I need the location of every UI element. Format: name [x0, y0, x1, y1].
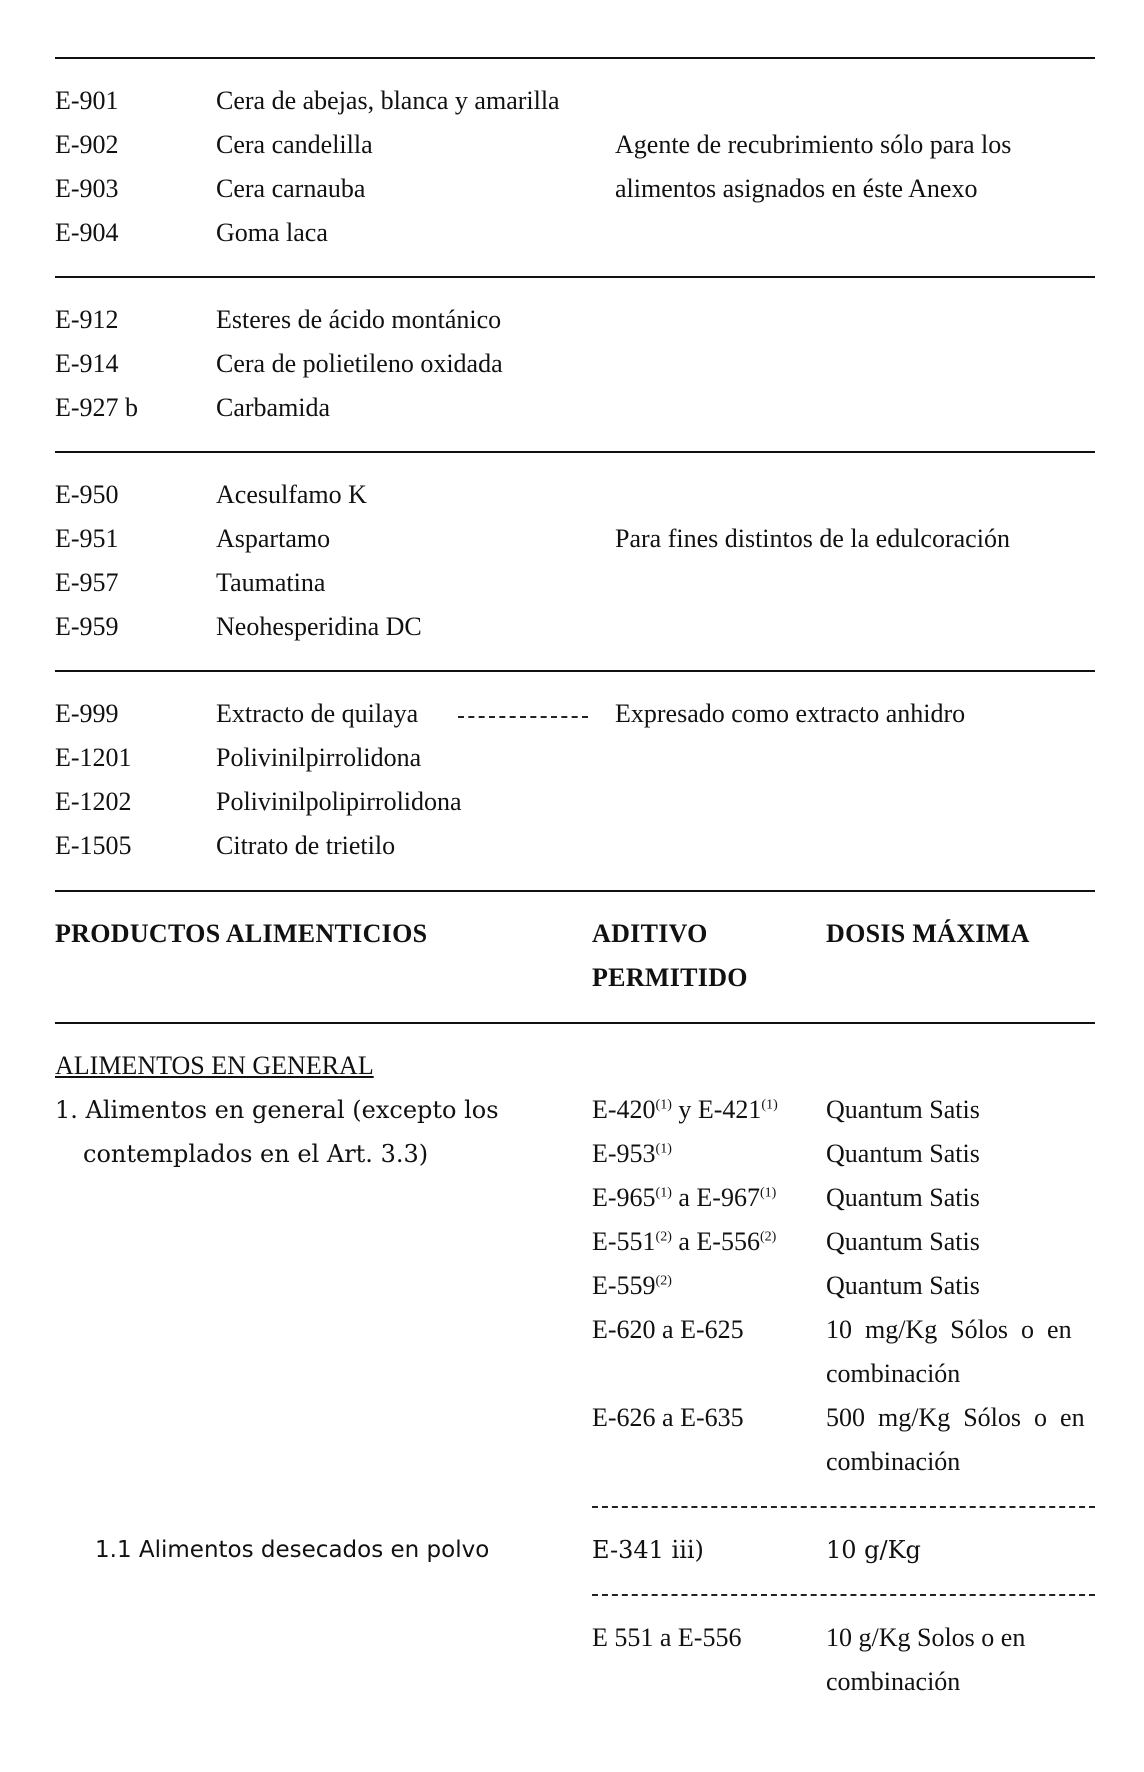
- dashed-separator: [592, 1594, 1095, 1596]
- dose-value: Quantum Satis: [826, 1183, 980, 1212]
- additive-name: Taumatina: [216, 568, 326, 597]
- footnote-ref: (2): [655, 1273, 672, 1289]
- additive-code: E-999: [55, 699, 119, 728]
- additive-code: E-420: [592, 1095, 656, 1124]
- additive-code: E-912: [55, 305, 119, 334]
- additive-note: Expresado como extracto anhidro: [615, 699, 966, 728]
- footnote-ref: (1): [655, 1185, 672, 1201]
- additive-entry: [592, 1139, 672, 1169]
- food-item-label: 1. Alimentos en general (excepto los: [55, 1096, 499, 1124]
- dose-value-line2: combinación: [826, 1667, 961, 1696]
- footnote-ref: (1): [655, 1141, 672, 1157]
- column-header-products: PRODUCTOS ALIMENTICIOS: [55, 919, 428, 948]
- additive-note: Para fines distintos de la edulcoración: [615, 524, 1010, 553]
- dose-value: 500 mg/Kg Sólos o en: [826, 1403, 1085, 1432]
- dose-value: 10 g/Kg: [826, 1536, 921, 1564]
- additive-code: E-341 iii): [592, 1536, 704, 1564]
- additive-range: E-620 a E-625: [592, 1315, 744, 1344]
- additive-code: E-953: [592, 1139, 656, 1168]
- rule-header-bottom: [55, 1022, 1095, 1024]
- section-title: ALIMENTOS EN GENERAL: [55, 1051, 374, 1080]
- additive-code: E-950: [55, 480, 119, 509]
- column-header-dose: DOSIS MÁXIMA: [826, 919, 1030, 948]
- additive-code: E-927 b: [55, 393, 139, 422]
- additive-name: Aspartamo: [216, 524, 331, 553]
- additive-note: Agente de recubrimiento sólo para los: [615, 130, 1012, 159]
- additive-code: E-902: [55, 130, 119, 159]
- additive-name: Esteres de ácido montánico: [216, 305, 502, 334]
- dose-value: Quantum Satis: [826, 1095, 980, 1124]
- rule-divider: [55, 276, 1095, 278]
- food-subitem-label: 1.1 Alimentos desecados en polvo: [95, 1537, 490, 1563]
- column-header-additive: ADITIVO: [592, 919, 708, 948]
- footnote-ref: (2): [655, 1229, 672, 1245]
- dashed-separator: [592, 1506, 1095, 1508]
- additive-code: E-559: [592, 1271, 656, 1300]
- additive-name: Cera de polietileno oxidada: [216, 349, 503, 378]
- additive-code: E-903: [55, 174, 119, 203]
- additive-name: Acesulfamo K: [216, 480, 367, 509]
- additive-code: E-957: [55, 568, 119, 597]
- additive-name: Neohesperidina DC: [216, 612, 422, 641]
- additive-code: E-951: [55, 524, 119, 553]
- additive-code: E-904: [55, 218, 119, 247]
- additive-code: E-914: [55, 349, 119, 378]
- dose-value: Quantum Satis: [826, 1139, 980, 1168]
- footnote-ref: (1): [761, 1097, 778, 1113]
- additive-name: Polivinilpirrolidona: [216, 743, 422, 772]
- dose-value: 10 mg/Kg Sólos o en: [826, 1315, 1072, 1344]
- additive-code: E-551: [592, 1227, 656, 1256]
- additive-note: alimentos asignados en éste Anexo: [615, 174, 978, 203]
- dose-value: Quantum Satis: [826, 1227, 980, 1256]
- additive-range: a E-556: [671, 1227, 760, 1256]
- food-item-label-line2: contemplados en el Art. 3.3): [83, 1140, 429, 1168]
- additive-name: Citrato de trietilo: [216, 831, 396, 860]
- additive-code: E-965: [592, 1183, 656, 1212]
- additive-code: E-959: [55, 612, 119, 641]
- additive-name: Cera candelilla: [216, 130, 373, 159]
- dose-value-line2: combinación: [826, 1447, 961, 1476]
- additive-range: y E-421: [671, 1095, 762, 1124]
- rule-divider: [55, 890, 1095, 892]
- additive-range: E 551 a E-556: [592, 1623, 742, 1652]
- additive-entry: [592, 1095, 778, 1125]
- additive-entry: [592, 1183, 776, 1213]
- rule-divider: [55, 670, 1095, 672]
- additive-name: Goma laca: [216, 218, 328, 247]
- rule-top: [55, 57, 1095, 59]
- additive-entry: [592, 1227, 776, 1257]
- dose-value-line2: combinación: [826, 1359, 961, 1388]
- additive-name: Cera de abejas, blanca y amarilla: [216, 86, 560, 115]
- dose-value: Quantum Satis: [826, 1271, 980, 1300]
- additive-entry: [592, 1271, 672, 1301]
- footnote-ref: (1): [655, 1097, 672, 1113]
- column-header-additive-line2: PERMITIDO: [592, 963, 748, 992]
- footnote-ref: (1): [759, 1185, 777, 1201]
- rule-divider: [55, 451, 1095, 453]
- additive-code: E-1201: [55, 743, 132, 772]
- additive-name: Extracto de quilaya: [216, 699, 419, 728]
- additive-code: E-1505: [55, 831, 132, 860]
- footnote-ref: (2): [759, 1229, 777, 1245]
- additive-name: Carbamida: [216, 393, 331, 422]
- additive-code: E-901: [55, 86, 119, 115]
- additive-code: E-1202: [55, 787, 132, 816]
- additive-name: Cera carnauba: [216, 174, 366, 203]
- additive-range: a E-967: [671, 1183, 760, 1212]
- dose-value: 10 g/Kg Solos o en: [826, 1623, 1026, 1652]
- leader-dashes: [458, 716, 588, 718]
- additive-range: E-626 a E-635: [592, 1403, 744, 1432]
- additive-name: Polivinilpolipirrolidona: [216, 787, 462, 816]
